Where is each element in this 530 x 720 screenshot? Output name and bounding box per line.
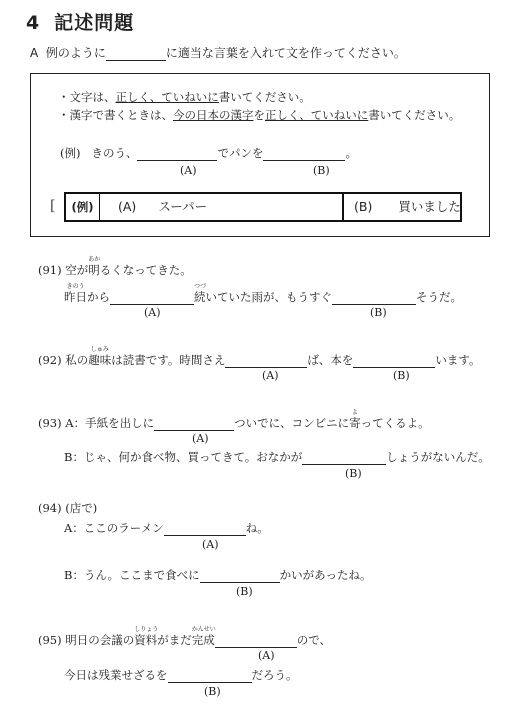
q91-label-a: (A) <box>144 306 161 319</box>
q91-blank-b[interactable] <box>332 291 416 305</box>
q91-text-4: いていた雨が、もうすぐ <box>205 290 332 304</box>
section-title <box>26 8 134 35</box>
instruction <box>30 44 406 61</box>
example-table-label: (例) <box>66 194 100 220</box>
q92-text-2: ば、本を <box>307 353 354 367</box>
example-table-a <box>100 194 344 220</box>
example-text-1: きのう、 <box>91 146 138 160</box>
q92-text-0: 私の <box>65 353 89 367</box>
q93-blank-b[interactable] <box>302 451 386 465</box>
q93-number: (93) <box>38 416 62 430</box>
example-table-b-value: 買いました <box>398 199 461 214</box>
q95-text-1: 明日の会議の <box>65 633 135 647</box>
rule-2-text-mid: を <box>253 108 265 122</box>
q95-text-5: だろう。 <box>251 668 298 682</box>
q95-text-4: 今日は残業せざるを <box>64 668 168 682</box>
q92-blank-b[interactable] <box>353 354 435 368</box>
q93-line-2 <box>64 449 490 465</box>
example-label-a: (A) <box>180 164 197 177</box>
q91-ruby-2-base: 昨日 <box>64 290 87 304</box>
q94-text-1: A：ここのラーメン <box>64 521 164 535</box>
q95-line-2 <box>64 667 298 683</box>
instruction-text-after: に適当な言葉を入れて文を作ってください。 <box>165 46 406 60</box>
q93-blank-a[interactable] <box>154 417 234 431</box>
q92-label-b: (B) <box>393 369 410 382</box>
q91-line-1 <box>38 256 192 278</box>
example-table-a-label: (A) <box>118 199 137 214</box>
q95-ruby-2-reading: かんせい <box>191 626 216 633</box>
q93-ruby <box>349 409 361 431</box>
example-label-b: (B) <box>313 164 330 177</box>
rule-1-text: ・文字は、 <box>58 90 116 104</box>
q92-number: (92) <box>38 353 62 367</box>
q94-line-2 <box>64 567 372 583</box>
example-label: (例) <box>60 146 81 160</box>
q94-text-3: B：うん。ここまで食べに <box>64 568 200 582</box>
q93-label-a: (A) <box>192 432 209 445</box>
section-number: 4 <box>26 12 41 34</box>
q91-ruby-2-reading: きのう <box>66 283 85 290</box>
example-table-a-value: スーパー <box>158 199 208 214</box>
instruction-blank <box>106 47 166 61</box>
rule-2-text: ・漢字で書くときは、 <box>58 108 173 122</box>
q94-number: (94) <box>38 501 62 515</box>
q95-blank-b[interactable] <box>168 669 252 683</box>
bracket-mark: [ <box>50 198 56 214</box>
q93-text-5: しょうがないんだ。 <box>386 450 490 464</box>
q92-label-a: (A) <box>262 369 279 382</box>
q93-ruby-base: 寄 <box>349 416 361 430</box>
q91-number: (91) <box>38 263 62 277</box>
example-blank-b <box>263 147 345 161</box>
q95-line-1 <box>38 626 332 648</box>
rule-1-underlined: 正しく、ていねいに <box>115 90 219 104</box>
rule-2 <box>58 107 460 123</box>
q91-ruby-3-base: 続 <box>194 290 206 304</box>
q93-text-2: ついでに、コンビニに <box>234 416 350 430</box>
q95-ruby-1-base: 資料 <box>134 633 158 647</box>
q91-ruby-2 <box>64 283 87 305</box>
q95-label-a: (A) <box>258 649 275 662</box>
instruction-label: A <box>30 46 39 60</box>
q91-text-2: るくなってきた。 <box>99 263 192 277</box>
q94-label-a: (A) <box>202 538 219 551</box>
q94-label-b: (B) <box>236 585 253 598</box>
q93-label-b: (B) <box>345 467 362 480</box>
q93-text-3: ってくるよ。 <box>360 416 430 430</box>
q95-number: (95) <box>38 633 62 647</box>
q92-ruby-base: 趣味 <box>88 353 112 367</box>
q92-text-3: います。 <box>435 353 481 367</box>
q91-ruby-3-reading: つづ <box>194 283 207 290</box>
q93-text-4: B：じゃ、何か食べ物、買ってきて。おなかが <box>64 450 303 464</box>
q91-text-1: 空が <box>65 263 89 277</box>
q91-ruby-3 <box>194 283 207 305</box>
q95-text-3: ので、 <box>296 633 332 647</box>
section-heading: 記述問題 <box>54 12 135 34</box>
q93-text-1: A：手紙を出しに <box>65 416 155 430</box>
example-text-2: でパンを <box>217 146 264 160</box>
q95-ruby-1-reading: しりょう <box>134 626 159 633</box>
q95-text-2: がまだ <box>157 633 192 647</box>
q91-text-3: から <box>87 290 110 304</box>
q95-blank-a[interactable] <box>215 634 297 648</box>
q94-blank-b[interactable] <box>200 569 280 583</box>
example-text-3: 。 <box>345 146 357 160</box>
rule-1-text-end: 書いてください。 <box>218 90 311 104</box>
q94-text-2: ね。 <box>245 521 269 535</box>
q93-line-1 <box>38 409 430 431</box>
q95-label-b: (B) <box>204 685 221 698</box>
q91-blank-a[interactable] <box>110 291 194 305</box>
q92-ruby <box>88 346 112 368</box>
rule-2-text-end: 書いてください。 <box>368 108 461 122</box>
q94-context: (店で) <box>65 501 98 515</box>
instruction-text-before: 例のように <box>45 46 106 60</box>
q92-blank-a[interactable] <box>225 354 307 368</box>
q94-line-0 <box>38 500 97 516</box>
q91-label-b: (B) <box>370 306 387 319</box>
q93-ruby-reading: よ <box>351 409 358 416</box>
q94-text-4: かいがあったね。 <box>279 568 372 582</box>
rule-2-underlined-2: 正しく、ていねいに <box>265 108 369 122</box>
example-table-b-label: (B) <box>354 199 373 214</box>
q91-text-5: そうだ。 <box>416 290 462 304</box>
example-blank-a <box>137 147 217 161</box>
example-answer-table <box>64 192 462 222</box>
q91-line-2 <box>64 283 462 305</box>
q91-ruby-1-base: 明 <box>88 263 100 277</box>
q95-ruby-2-base: 完成 <box>191 633 215 647</box>
q92-line <box>38 346 481 368</box>
rule-1 <box>58 89 311 105</box>
q92-text-1: は読書です。時間さえ <box>111 353 226 367</box>
q91-ruby-1 <box>88 256 101 278</box>
q95-ruby-2 <box>191 626 216 648</box>
example-table-b <box>344 194 460 220</box>
q94-blank-a[interactable] <box>164 522 246 536</box>
q92-ruby-reading: しゅみ <box>90 346 109 353</box>
example-sentence <box>60 145 357 161</box>
q91-ruby-1-reading: あか <box>88 256 101 263</box>
rule-2-underlined-1: 今の日本の漢字 <box>173 108 254 122</box>
q95-ruby-1 <box>134 626 159 648</box>
q94-line-1 <box>64 520 269 536</box>
